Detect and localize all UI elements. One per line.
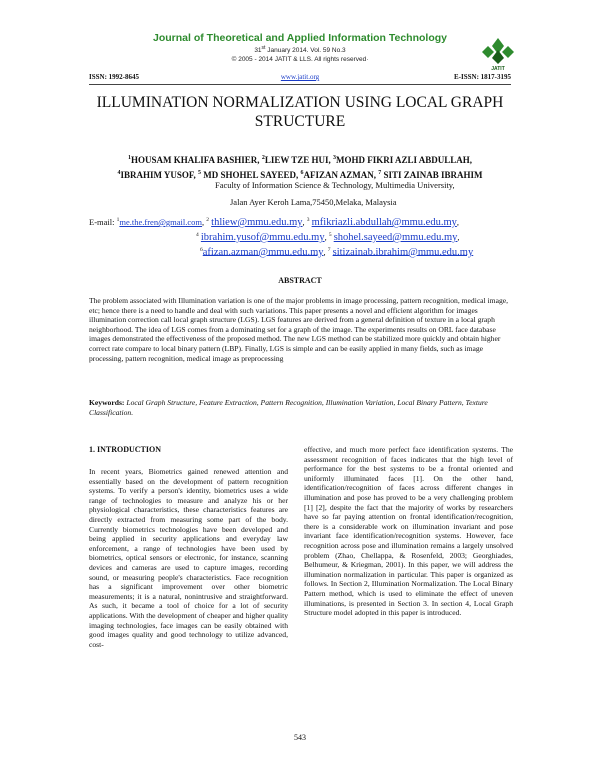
keywords-label: Keywords: bbox=[89, 398, 125, 407]
email-block: E-mail: $^1$me.the.fren@gmail.com, $^2$ thliew@mmu.edu.my, $^3$ mfikriazli.abdullah@mmu.edu.my, $^4$ ibrahim.yusof@mmu.edu.my, $^5$ shohel.sayeed@mmu.edu.my, $^6$afizan.azman@mmu.edu.my, $^7$ sitizainab.ibrahim@mmu.edu.my bbox=[89, 214, 519, 258]
issue-day-suffix: st bbox=[261, 45, 266, 51]
issue-day: 31 bbox=[254, 47, 262, 55]
email-line-3: $^6$afizan.azman@mmu.edu.my, $^7$ sitizainab.ibrahim@mmu.edu.my bbox=[200, 246, 474, 258]
author-sup: 5 bbox=[198, 170, 202, 176]
journal-title: Journal of Theoretical and Applied Information Technology bbox=[152, 32, 447, 44]
email-link[interactable]: me.the.fren@gmail.com bbox=[119, 216, 203, 227]
journal-website-link[interactable]: www.jatit.org bbox=[280, 73, 320, 81]
section-heading: 1. INTRODUCTION bbox=[89, 445, 162, 454]
email-link[interactable]: shohel.sayeed@mmu.edu.my bbox=[333, 231, 458, 243]
header-divider bbox=[89, 84, 511, 85]
author-name: SITI ZAINAB IBRAHIM bbox=[381, 170, 483, 180]
author-sup: 3 bbox=[333, 155, 337, 161]
email-link[interactable]: ibrahim.yusof@mmu.edu.my bbox=[200, 231, 325, 243]
email-sup: 2 bbox=[206, 217, 210, 223]
email-sup: 4 bbox=[196, 231, 199, 238]
logo-text: JATIT bbox=[491, 66, 505, 72]
email-link[interactable]: thliew@mmu.edu.my bbox=[211, 216, 303, 228]
copyright: © 2005 - 2014 JATIT & LLS. All rights reserved· bbox=[231, 56, 369, 63]
email-link[interactable]: sitizainab.ibrahim@mmu.edu.my bbox=[332, 246, 474, 258]
issn-electronic: E-ISSN: 1817-3195 bbox=[454, 73, 511, 81]
abstract-body: The problem associated with Illumination variation is one of the major problems in image processing, pattern recognition, medical image, etc; hence there is a need to handle and deal with such variations. This paper presents a novel and efficient algorithm for images illumination correction call local graph structure (LGS). LGS features are derived from a general definition of texture in a local graph neighborhood. The idea of LGS comes from a dominating set for a graph of the image. The experiments results on ORL face database images demonstrated the effectiveness of the proposed method. The new LGS method can be stabilized more quickly and obtain higher correct rate compare to local binary pattern (LBP). Finally, LGS is simple and can be easily applied in many fields, such as image processing, pattern recognition, medical image as preprocessing bbox=[89, 296, 509, 363]
email-sup: 5 bbox=[328, 231, 332, 238]
paper-title: ILLUMINATION NORMALIZATION USING LOCAL GRAPH STRUCTURE bbox=[96, 94, 504, 130]
author-name: LIEW TZE HUI, bbox=[264, 155, 334, 165]
author-sup: 7 bbox=[378, 170, 382, 176]
email-line-2: $^4$ ibrahim.yusof@mmu.edu.my, $^5$ shohel.sayeed@mmu.edu.my, bbox=[196, 231, 460, 243]
keywords-list: Local Graph Structure, Feature Extraction, Pattern Recognition, Illumination Variation, Local Binary Pattern, Texture Classification. bbox=[89, 398, 488, 417]
author-name: HOUSAM KHALIFA BASHIER, bbox=[130, 155, 262, 165]
author-sup: 4 bbox=[117, 170, 121, 176]
email-sup: 7 bbox=[327, 246, 331, 253]
author-list bbox=[89, 152, 511, 182]
email-sup: 1 bbox=[116, 217, 120, 223]
author-sup: 1 bbox=[127, 155, 131, 161]
issn-print: ISSN: 1992-8645 bbox=[89, 73, 139, 81]
author-name: MD SHOHEL SAYEED, bbox=[201, 170, 301, 180]
author-name: MOHD FIKRI AZLI ABDULLAH, bbox=[336, 155, 473, 165]
author-sup: 6 bbox=[300, 170, 304, 176]
page-number: 543 bbox=[294, 733, 306, 742]
email-label: E-mail: bbox=[89, 216, 117, 227]
author-name: IBRAHIM YUSOF, bbox=[120, 170, 199, 180]
author-sup: 2 bbox=[261, 155, 265, 161]
intro-left-column: In recent years, Biometrics gained renewed attention and essentially based on the development of pattern recognition systems. To verify a person's identity, biometrics uses a wide range of technologies to measure and analyze his or her physiological characteristics, these characteristics features are directly extracted from measuring some part of the body. Currently biometrics technologies have been developed and being applied in security applications and everyday law enforcement, a range of technologies have been used by biometrics, optical sensors or electronic, for instance, scanning devices and cameras are used to capture images, recording sound, or measuring people's characteristics. Face recognition has a significant improvement over other biometric measurements; it is a natural, nonintrusive and straightforward. As such, it became a tool of choice for a lot of security applications. With the development of cheaper and higher quality imaging technologies, face images can be easily obtained with good images quality and good technology to utilize advanced, cost- bbox=[89, 467, 288, 649]
email-sup: 6 bbox=[200, 246, 203, 253]
author-name: AFIZAN AZMAN, bbox=[303, 170, 379, 180]
affiliation: Faculty of Information Science & Technology, Multimedia University, bbox=[215, 180, 455, 190]
email-sup: 3 bbox=[306, 217, 310, 223]
issue-rest: January 2014. Vol. 59 No.3 bbox=[265, 47, 346, 55]
email-link[interactable]: mfikriazli.abdullah@mmu.edu.my bbox=[311, 216, 457, 228]
keywords bbox=[89, 398, 515, 417]
intro-right-column: effective, and much more perfect face identification systems. The assessment recognition of faces indicates that the high level of performance for the best systems to be a frontal oriented and uniformly illuminated faces [1]. On the other hand, identification/recognition of faces across different changes in illumination and pose has proved to be a very challenging problem [1] [2], despite the fact that the majority of works by researchers have so far paying attention on frontal identification/recognition, there is a considerable work on illumination invariant and pose invariant face identification/recognition systems. However, face recognition across pose and illumination remains a largely unsolved problem (Zhao, Chellappa, & Rosenfeld, 2003; Georghiades, Belhumeur, & Kriegman, 2001). In this paper, we will address the illumination normalization in particular. This paper is organized as follows. In Section 2, Illumination Normalization. The Local Binary Pattern method, which is used to eliminate the effect of uneven illuminations, is presented in Section 3. In section 4, Local Graph Structure model adopted in this paper is introduced. bbox=[304, 445, 513, 618]
email-link[interactable]: afizan.azman@mmu.edu.my bbox=[202, 246, 324, 258]
abstract-heading: ABSTRACT bbox=[278, 276, 322, 285]
address: Jalan Ayer Keroh Lama,75450,Melaka, Malaysia bbox=[230, 197, 397, 207]
author-line-1 bbox=[89, 152, 511, 167]
